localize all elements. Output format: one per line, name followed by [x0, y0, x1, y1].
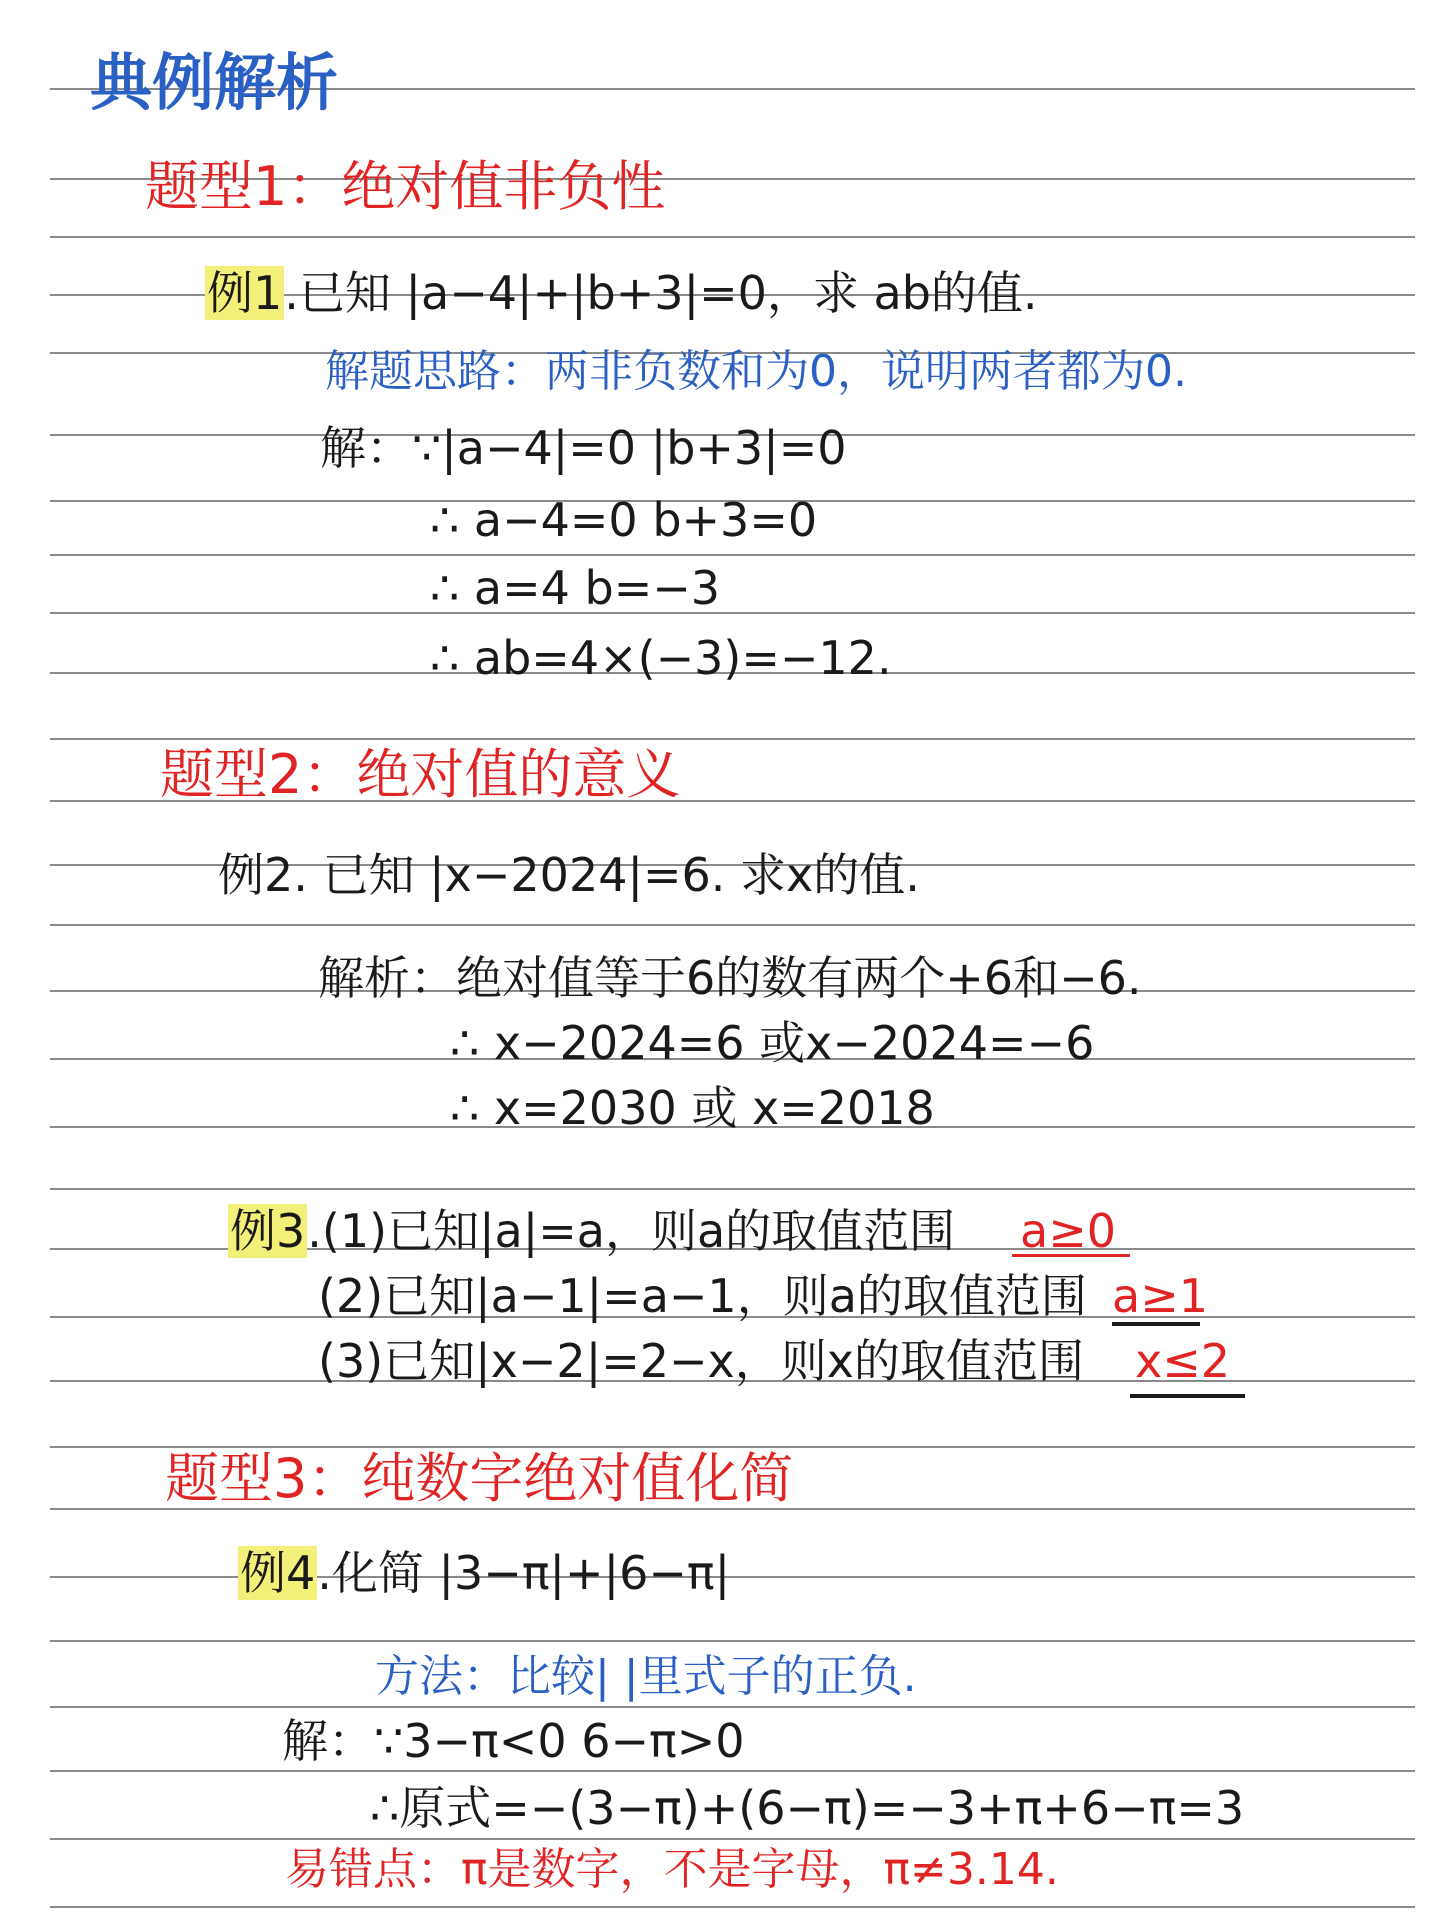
rule-line — [50, 1706, 1415, 1708]
example4-line — [238, 1546, 731, 1600]
type1-step-2: ∴ a−4=0 b+3=0 — [430, 493, 818, 547]
example1-tag: 例1 — [207, 266, 283, 320]
type1-step-4: ∴ ab=4×(−3)=−12. — [430, 631, 892, 685]
rule-line — [50, 1640, 1415, 1642]
example4-question: .化简 |3−π|+|6−π| — [317, 1546, 731, 1600]
type3-mistake-note: 易错点：π是数字，不是字母，π≠3.14. — [285, 1844, 1059, 1895]
rule-line — [50, 1838, 1415, 1840]
type3-step-2: ∴原式=−(3−π)+(6−π)=−3+π+6−π=3 — [370, 1781, 1245, 1835]
type2-heading: 题型2：绝对值的意义 — [160, 743, 681, 806]
type2-step-1: 解析：绝对值等于6的数有两个+6和−6. — [318, 951, 1142, 1005]
rule-line — [50, 554, 1415, 556]
example2-line — [218, 848, 920, 902]
rule-line — [50, 1188, 1415, 1190]
example3-text-3: (3)已知|x−2|=2−x，则x的取值范围 — [318, 1334, 1084, 1388]
example4-tag: 例4 — [240, 1546, 316, 1600]
type2-step-3: ∴ x=2030 或 x=2018 — [450, 1081, 935, 1135]
type1-idea: 解题思路：两非负数和为0，说明两者都为0. — [325, 346, 1187, 397]
type2-step-2: ∴ x−2024=6 或x−2024=−6 — [450, 1016, 1095, 1070]
answer-underline — [1012, 1254, 1130, 1257]
example3-item-1 — [228, 1204, 956, 1258]
type3-heading: 题型3：纯数字绝对值化简 — [165, 1447, 794, 1510]
example3-answer-2: a≥1 — [1112, 1269, 1208, 1323]
type3-step-1: 解：∵3−π<0 6−π>0 — [282, 1714, 745, 1768]
example3-text-1: .(1)已知|a|=a，则a的取值范围 — [307, 1204, 956, 1258]
example3-answer-3: x≤2 — [1135, 1334, 1231, 1388]
rule-line — [50, 1770, 1415, 1772]
rule-line — [50, 236, 1415, 238]
example2-tag: 例2 — [218, 848, 294, 902]
example3-tag: 例3 — [230, 1204, 306, 1258]
type1-step-3: ∴ a=4 b=−3 — [430, 561, 721, 615]
rule-line — [50, 924, 1415, 926]
type1-heading: 题型1：绝对值非负性 — [145, 155, 666, 218]
type3-method: 方法：比较| |里式子的正负. — [375, 1651, 917, 1702]
type1-step-1: 解：∵|a−4|=0 |b+3|=0 — [320, 421, 847, 475]
rule-line — [50, 738, 1415, 740]
example2-question: . 已知 |x−2024|=6. 求x的值. — [293, 848, 920, 902]
answer-underline — [1130, 1394, 1245, 1398]
example1-question: .已知 |a−4|+|b+3|=0，求 ab的值. — [284, 266, 1038, 320]
example3-text-2: (2)已知|a−1|=a−1，则a的取值范围 — [318, 1269, 1087, 1323]
rule-line — [50, 1906, 1415, 1908]
page-title: 典例解析 — [90, 46, 339, 119]
answer-underline — [1112, 1322, 1200, 1326]
rule-line — [50, 612, 1415, 614]
example3-answer-1: a≥0 — [1020, 1204, 1116, 1258]
example1-line — [205, 266, 1038, 320]
